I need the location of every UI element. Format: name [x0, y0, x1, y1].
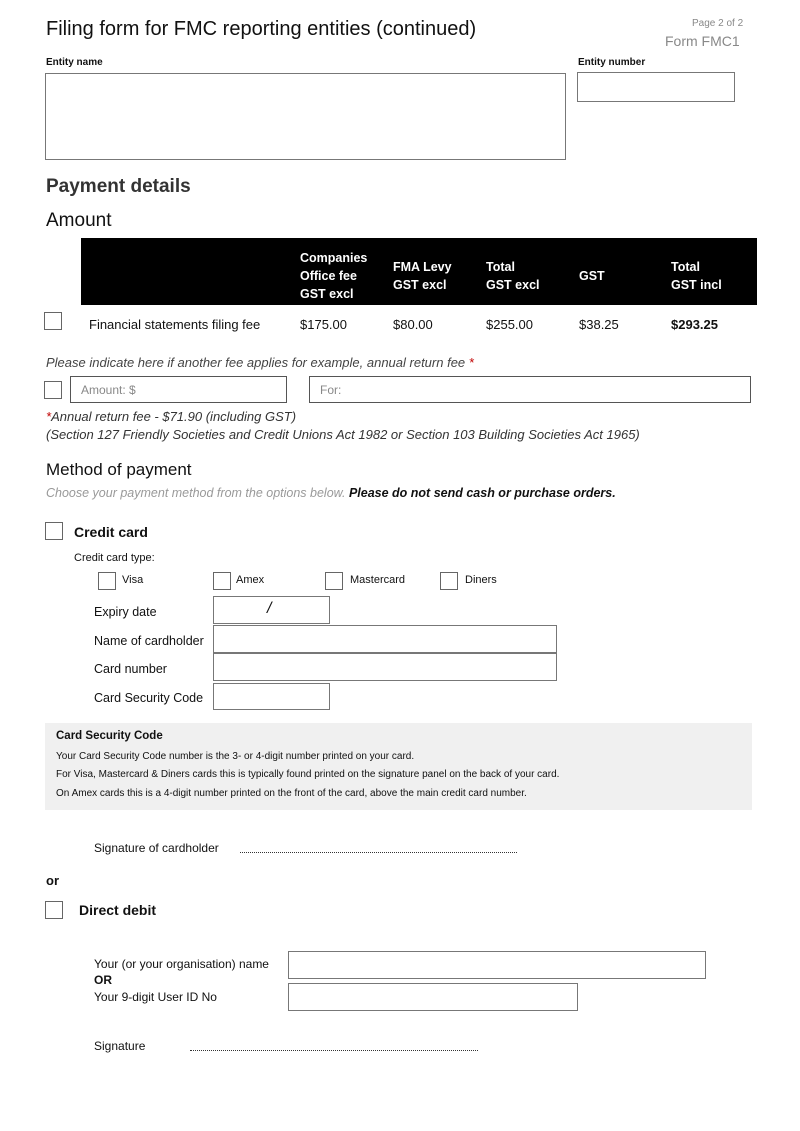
- direct-debit-signature-line[interactable]: [190, 1050, 478, 1051]
- csc-info-line: For Visa, Mastercard & Diners cards this is typically found printed on the signature panel on the back of your card.: [56, 769, 560, 780]
- fee-table-header: [81, 238, 757, 305]
- fee-total-excl: $255.00: [486, 317, 533, 332]
- cardholder-signature-label: Signature of cardholder: [94, 841, 219, 855]
- fee-companies-office: $175.00: [300, 317, 347, 332]
- or-label: OR: [94, 973, 112, 987]
- cardholder-name-label: Name of cardholder: [94, 634, 204, 648]
- direct-debit-checkbox[interactable]: [45, 901, 63, 919]
- fee-fma-levy: $80.00: [393, 317, 433, 332]
- csc-input[interactable]: [213, 683, 330, 710]
- direct-debit-label: Direct debit: [79, 902, 157, 918]
- or-separator: or: [46, 873, 59, 888]
- method-heading: Method of payment: [46, 460, 192, 479]
- card-number-input[interactable]: [213, 653, 557, 681]
- csc-label: Card Security Code: [94, 691, 204, 705]
- entity-number-input[interactable]: [577, 72, 735, 102]
- csc-info-panel: [45, 723, 752, 810]
- csc-info-line: On Amex cards this is a 4-digit number printed on the front of the card, above the main credit card number.: [56, 788, 527, 799]
- entity-number-label: Entity number: [578, 57, 646, 68]
- fee-total-incl: $293.25: [671, 317, 718, 332]
- entity-name-label: Entity name: [46, 57, 103, 68]
- visa-label: Visa: [122, 574, 144, 586]
- page-title: Filing form for FMC reporting entities (continued): [46, 18, 477, 40]
- required-asterisk: *: [468, 355, 474, 370]
- other-fee-prompt: [46, 355, 474, 370]
- mastercard-checkbox[interactable]: [325, 572, 343, 590]
- note-asterisk: *: [46, 409, 52, 424]
- method-intro-text: Choose your payment method from the options below.: [46, 486, 349, 500]
- credit-card-label: Credit card: [74, 524, 148, 540]
- diners-checkbox[interactable]: [440, 572, 458, 590]
- csc-info-line: Your Card Security Code number is the 3- or 4-digit number printed on your card.: [56, 751, 415, 762]
- annual-fee-note-text: Annual return fee - $71.90 (including GST): [51, 409, 297, 424]
- credit-card-checkbox[interactable]: [45, 522, 63, 540]
- fee-gst: $38.25: [579, 317, 619, 332]
- expiry-label: Expiry date: [94, 605, 157, 619]
- filing-fee-checkbox[interactable]: [44, 312, 62, 330]
- organisation-name-label: Your (or your organisation) name: [94, 957, 269, 971]
- method-intro: [46, 486, 616, 500]
- user-id-input[interactable]: [288, 983, 578, 1011]
- cardholder-name-input[interactable]: [213, 625, 557, 653]
- method-warning: Please do not send cash or purchase orders.: [348, 486, 616, 500]
- expiry-input[interactable]: [213, 596, 330, 624]
- other-fee-amount-input[interactable]: Amount: $: [70, 376, 287, 403]
- other-fee-for-input[interactable]: For:: [309, 376, 751, 403]
- annual-fee-note: [46, 409, 296, 424]
- mastercard-label: Mastercard: [350, 574, 406, 586]
- diners-label: Diners: [465, 574, 497, 586]
- entity-name-input[interactable]: [45, 73, 566, 160]
- other-fee-prompt-text: Please indicate here if another fee applies for example, annual return fee: [46, 355, 469, 370]
- amex-checkbox[interactable]: [213, 572, 231, 590]
- other-fee-checkbox[interactable]: [44, 381, 62, 399]
- expiry-separator: /: [267, 600, 272, 617]
- amex-label: Amex: [236, 574, 265, 586]
- direct-debit-signature-label: Signature: [94, 1039, 146, 1053]
- cardholder-signature-line[interactable]: [240, 852, 517, 853]
- fee-row-label: Financial statements filing fee: [89, 317, 261, 332]
- payment-details-heading: Payment details: [46, 176, 191, 197]
- organisation-name-input[interactable]: [288, 951, 706, 979]
- page-number: Page 2 of 2: [692, 18, 744, 29]
- amount-heading: Amount: [46, 210, 112, 231]
- visa-checkbox[interactable]: [98, 572, 116, 590]
- user-id-label: Your 9-digit User ID No: [94, 990, 217, 1004]
- csc-info-title: Card Security Code: [56, 730, 163, 742]
- legislation-note: (Section 127 Friendly Societies and Credit Unions Act 1982 or Section 103 Building Societies Act 1965): [46, 427, 640, 442]
- col-fma-levy: FMA Levy GST excl: [393, 260, 452, 292]
- card-number-label: Card number: [94, 662, 167, 676]
- col-total-gst-excl: Total GST excl: [486, 260, 540, 292]
- form-code: Form FMC1: [665, 33, 740, 49]
- card-type-label: Credit card type:: [74, 552, 155, 564]
- col-gst: GST: [579, 269, 605, 283]
- col-total-gst-incl: Total GST incl: [671, 260, 722, 292]
- col-companies-office-fee: Companies Office fee GST excl: [300, 251, 368, 301]
